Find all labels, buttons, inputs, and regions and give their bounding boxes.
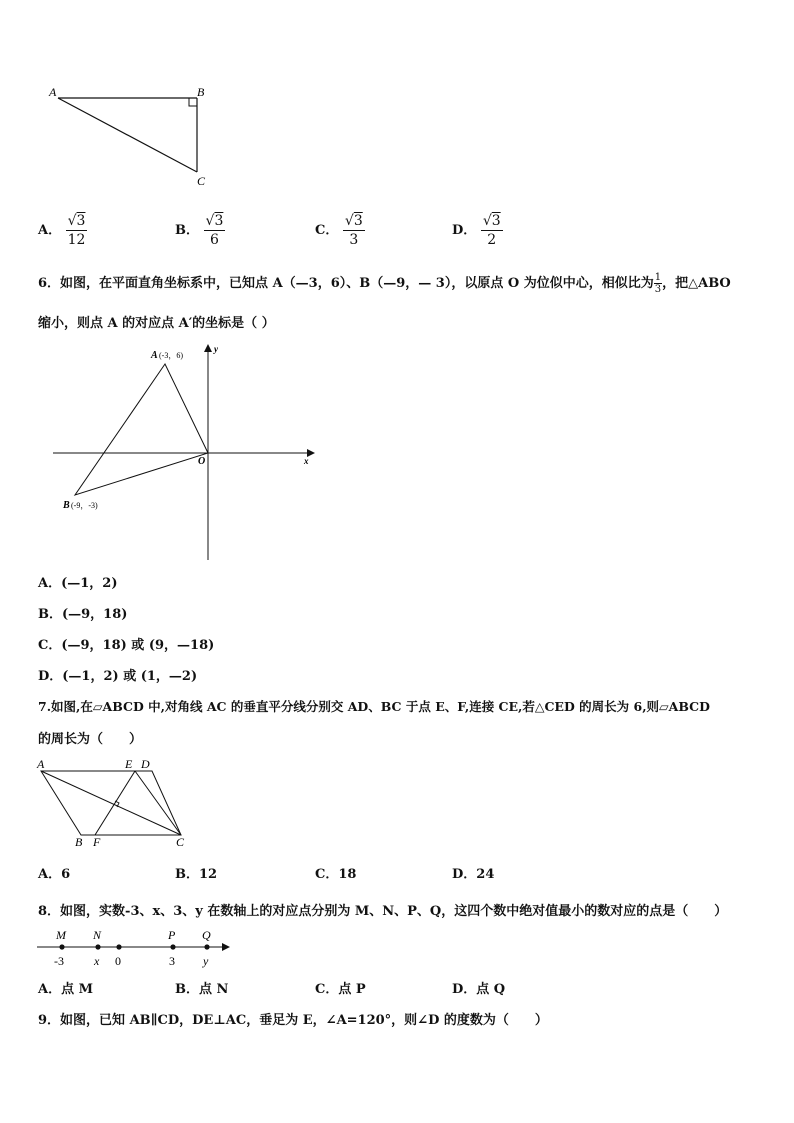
- triangle-abo: [75, 364, 208, 495]
- q7-option-b[interactable]: B．12: [175, 867, 218, 882]
- label-d: D: [141, 757, 150, 771]
- label-y: y: [214, 344, 218, 354]
- q7-option-c[interactable]: C．18: [315, 867, 357, 882]
- label-q: Q: [202, 928, 211, 942]
- q7-option-a[interactable]: A．6: [38, 867, 71, 882]
- value-q: y: [203, 954, 209, 968]
- label-b: B: [75, 835, 83, 849]
- label-c: C: [176, 835, 185, 849]
- point-m: [59, 944, 64, 949]
- fraction: $\frac{√3}{6}$: [205, 213, 224, 248]
- point-p: [170, 944, 175, 949]
- q6-option-d[interactable]: D．(—1，2) 或 (1，—2): [38, 669, 198, 684]
- ratio-fraction: $\frac{1}{3}$: [654, 272, 662, 295]
- q5-option-d[interactable]: D． $\frac{√3}{2}$: [452, 213, 501, 248]
- diagonal-ac: [41, 771, 181, 835]
- q8-option-a[interactable]: A．点 M: [38, 982, 94, 997]
- value-p: 3: [169, 954, 175, 968]
- label-n: N: [93, 928, 102, 942]
- q6-option-c[interactable]: C．(—9，18) 或 (9，—18): [38, 638, 215, 653]
- fraction: $\frac{√3}{12}$: [67, 213, 86, 248]
- q8-stem: 8．如图，实数-3、x、3、y 在数轴上的对应点分别为 M、N、P、Q，这四个数中绝对值最小的数对应的点是（ ）: [38, 904, 728, 919]
- q6-stem-line1: 6．如图，在平面直角坐标系中，已知点 A（—3，6）、B（—9，— 3），以原点 O 为位似中心，相似比为 $\frac{1}{3}$ ，把△ABO: [38, 272, 731, 295]
- q7-stem-line2: 的周长为（ ）: [38, 732, 143, 747]
- fraction: $\frac{√3}{3}$: [344, 213, 363, 248]
- label-c: C: [197, 174, 206, 188]
- label-a: A: [37, 757, 45, 771]
- label-o: O: [198, 456, 206, 467]
- q8-number-line: [35, 924, 235, 972]
- q6-stem-line2: 缩小，则点 A 的对应点 A′的坐标是（ ）: [38, 316, 275, 331]
- q5-option-c[interactable]: C． $\frac{√3}{3}$: [315, 213, 363, 248]
- label-p: P: [168, 928, 176, 942]
- fraction: $\frac{√3}{2}$: [482, 213, 501, 248]
- side-ac: [58, 98, 197, 172]
- q8-option-d[interactable]: D．点 Q: [452, 982, 506, 997]
- q5-triangle-figure: [40, 80, 220, 195]
- y-axis-arrow: [204, 344, 212, 352]
- q9-stem: 9．如图，已知 AB∥CD，DE⊥AC，垂足为 E，∠A=120°，则∠D 的度数为（ ）: [38, 1013, 548, 1028]
- q6-option-a[interactable]: A．(—1，2): [38, 576, 118, 591]
- label-a-coord: (-3，6): [159, 351, 183, 360]
- label-x: x: [304, 456, 309, 466]
- label-m: M: [56, 928, 66, 942]
- q5-option-b[interactable]: B． $\frac{√3}{6}$: [175, 213, 224, 248]
- q6-coordinate-figure: [45, 340, 325, 565]
- value-m: -3: [54, 954, 64, 968]
- label-a: A: [49, 85, 57, 99]
- label-b-coord: (-9，-3): [71, 501, 98, 510]
- value-zero: 0: [115, 954, 121, 968]
- q7-option-d[interactable]: D．24: [452, 867, 495, 882]
- right-angle-mark: [189, 98, 197, 106]
- point-q: [204, 944, 209, 949]
- line-ce: [135, 771, 181, 835]
- point-n: [95, 944, 100, 949]
- axis-arrow: [222, 943, 230, 951]
- q8-option-c[interactable]: C．点 P: [315, 982, 366, 997]
- q7-parallelogram-figure: [35, 755, 205, 850]
- label-b: B: [63, 500, 70, 511]
- q7-stem-line1: 7.如图,在▱ABCD 中,对角线 AC 的垂直平分线分别交 AD、BC 于点 E、F,连接 CE,若△CED 的周长为 6,则▱ABCD: [38, 699, 710, 714]
- line-ef: [95, 771, 135, 835]
- label-b: B: [197, 85, 205, 99]
- q5-option-a[interactable]: A． $\frac{√3}{12}$: [38, 213, 86, 248]
- label-a: A: [151, 350, 158, 361]
- label-e: E: [125, 757, 133, 771]
- value-n: x: [94, 954, 100, 968]
- point-zero: [116, 944, 121, 949]
- q6-option-b[interactable]: B．(—9，18): [38, 607, 128, 622]
- label-f: F: [93, 835, 101, 849]
- q8-option-b[interactable]: B．点 N: [175, 982, 229, 997]
